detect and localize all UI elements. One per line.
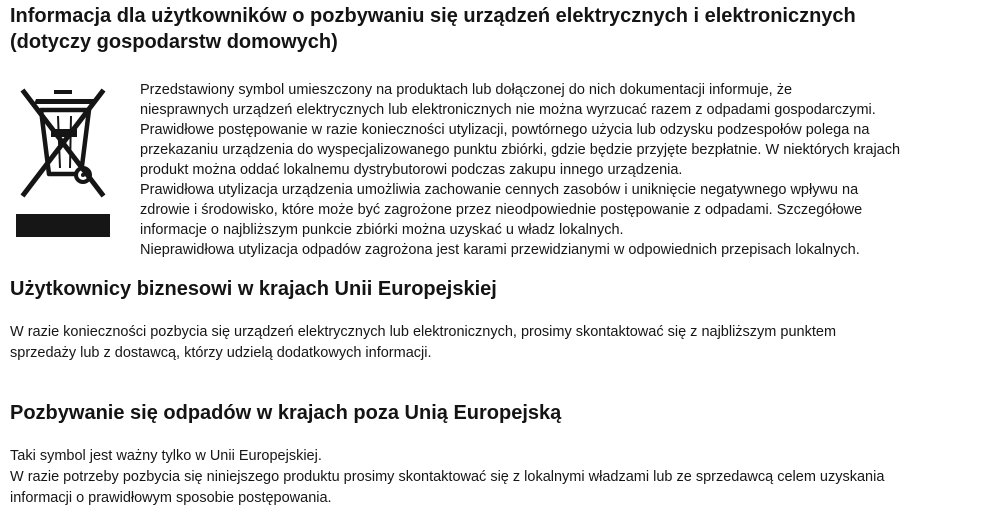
intro-line: Przedstawiony symbol umieszczony na produktach lub dołączonej do nich dokumentacji informuje, że [140,82,793,98]
intro-line: informacje o najbliższym punkcie zbiórki można uzyskać u władz lokalnych. [140,222,624,238]
intro-line: Nieprawidłowa utylizacja odpadów zagrożona jest karami przewidzianymi w odpowiednich przepisach lokalnych. [140,242,860,258]
page-title-line-1: Informacja dla użytkowników o pozbywaniu się urządzeń elektrycznych i elektronicznych [10,5,856,27]
outside-eu-text-line-3: informacji o prawidłowym sposobie postępowania. [10,490,332,506]
intro-paragraph [140,80,990,260]
page-title-line-2: (dotyczy gospodarstw domowych) [10,31,338,53]
crossed-out-wheelie-bin-icon [14,82,114,242]
intro-line: niesprawnych urządzeń elektrycznych lub elektronicznych nie można wyrzucać razem z odpadami gospodarczymi. [140,102,876,118]
intro-line: zdrowie i środowisko, które może być zagrożone przez nieodpowiednie postępowanie z odpadami. Szczegółowe [140,202,863,218]
business-users-text [10,322,990,364]
intro-line: Prawidłowe postępowanie w razie konieczności utylizacji, powtórnego użycia lub odzysku podzespołów polega na [140,122,870,138]
intro-line: przekazaniu urządzenia do wyspecjalizowanego punktu zbiórki, gdzie będzie przyjęte bezpłatnie. W niektórych krajach [140,142,901,158]
intro-line: produkt można oddać lokalnemu dystrybutorowi podczas zakupu innego urządzenia. [140,162,683,178]
page-title [10,3,980,55]
outside-eu-text-line-1: Taki symbol jest ważny tylko w Unii Europejskiej. [10,448,322,464]
intro-line: Prawidłowa utylizacja urządzenia umożliwia zachowanie cennych zasobów i uniknięcie negatywnego wpływu na [140,182,859,198]
business-users-heading: Użytkownicy biznesowi w krajach Unii Europejskiej [10,278,497,300]
outside-eu-text-line-2: W razie potrzeby pozbycia się niniejszego produktu prosimy skontaktować się z lokalnymi władzami lub ze sprzedawcą celem uzyskania [10,469,885,485]
outside-eu-text [10,446,990,509]
business-text-line-1: W razie konieczności pozbycia się urządzeń elektrycznych lub elektronicznych, prosimy skontaktować się z najbliższym punktem [10,324,837,340]
outside-eu-heading: Pozbywanie się odpadów w krajach poza Unią Europejską [10,402,562,424]
business-text-line-2: sprzedaży lub z dostawcą, którzy udzielą dodatkowych informacji. [10,345,432,361]
